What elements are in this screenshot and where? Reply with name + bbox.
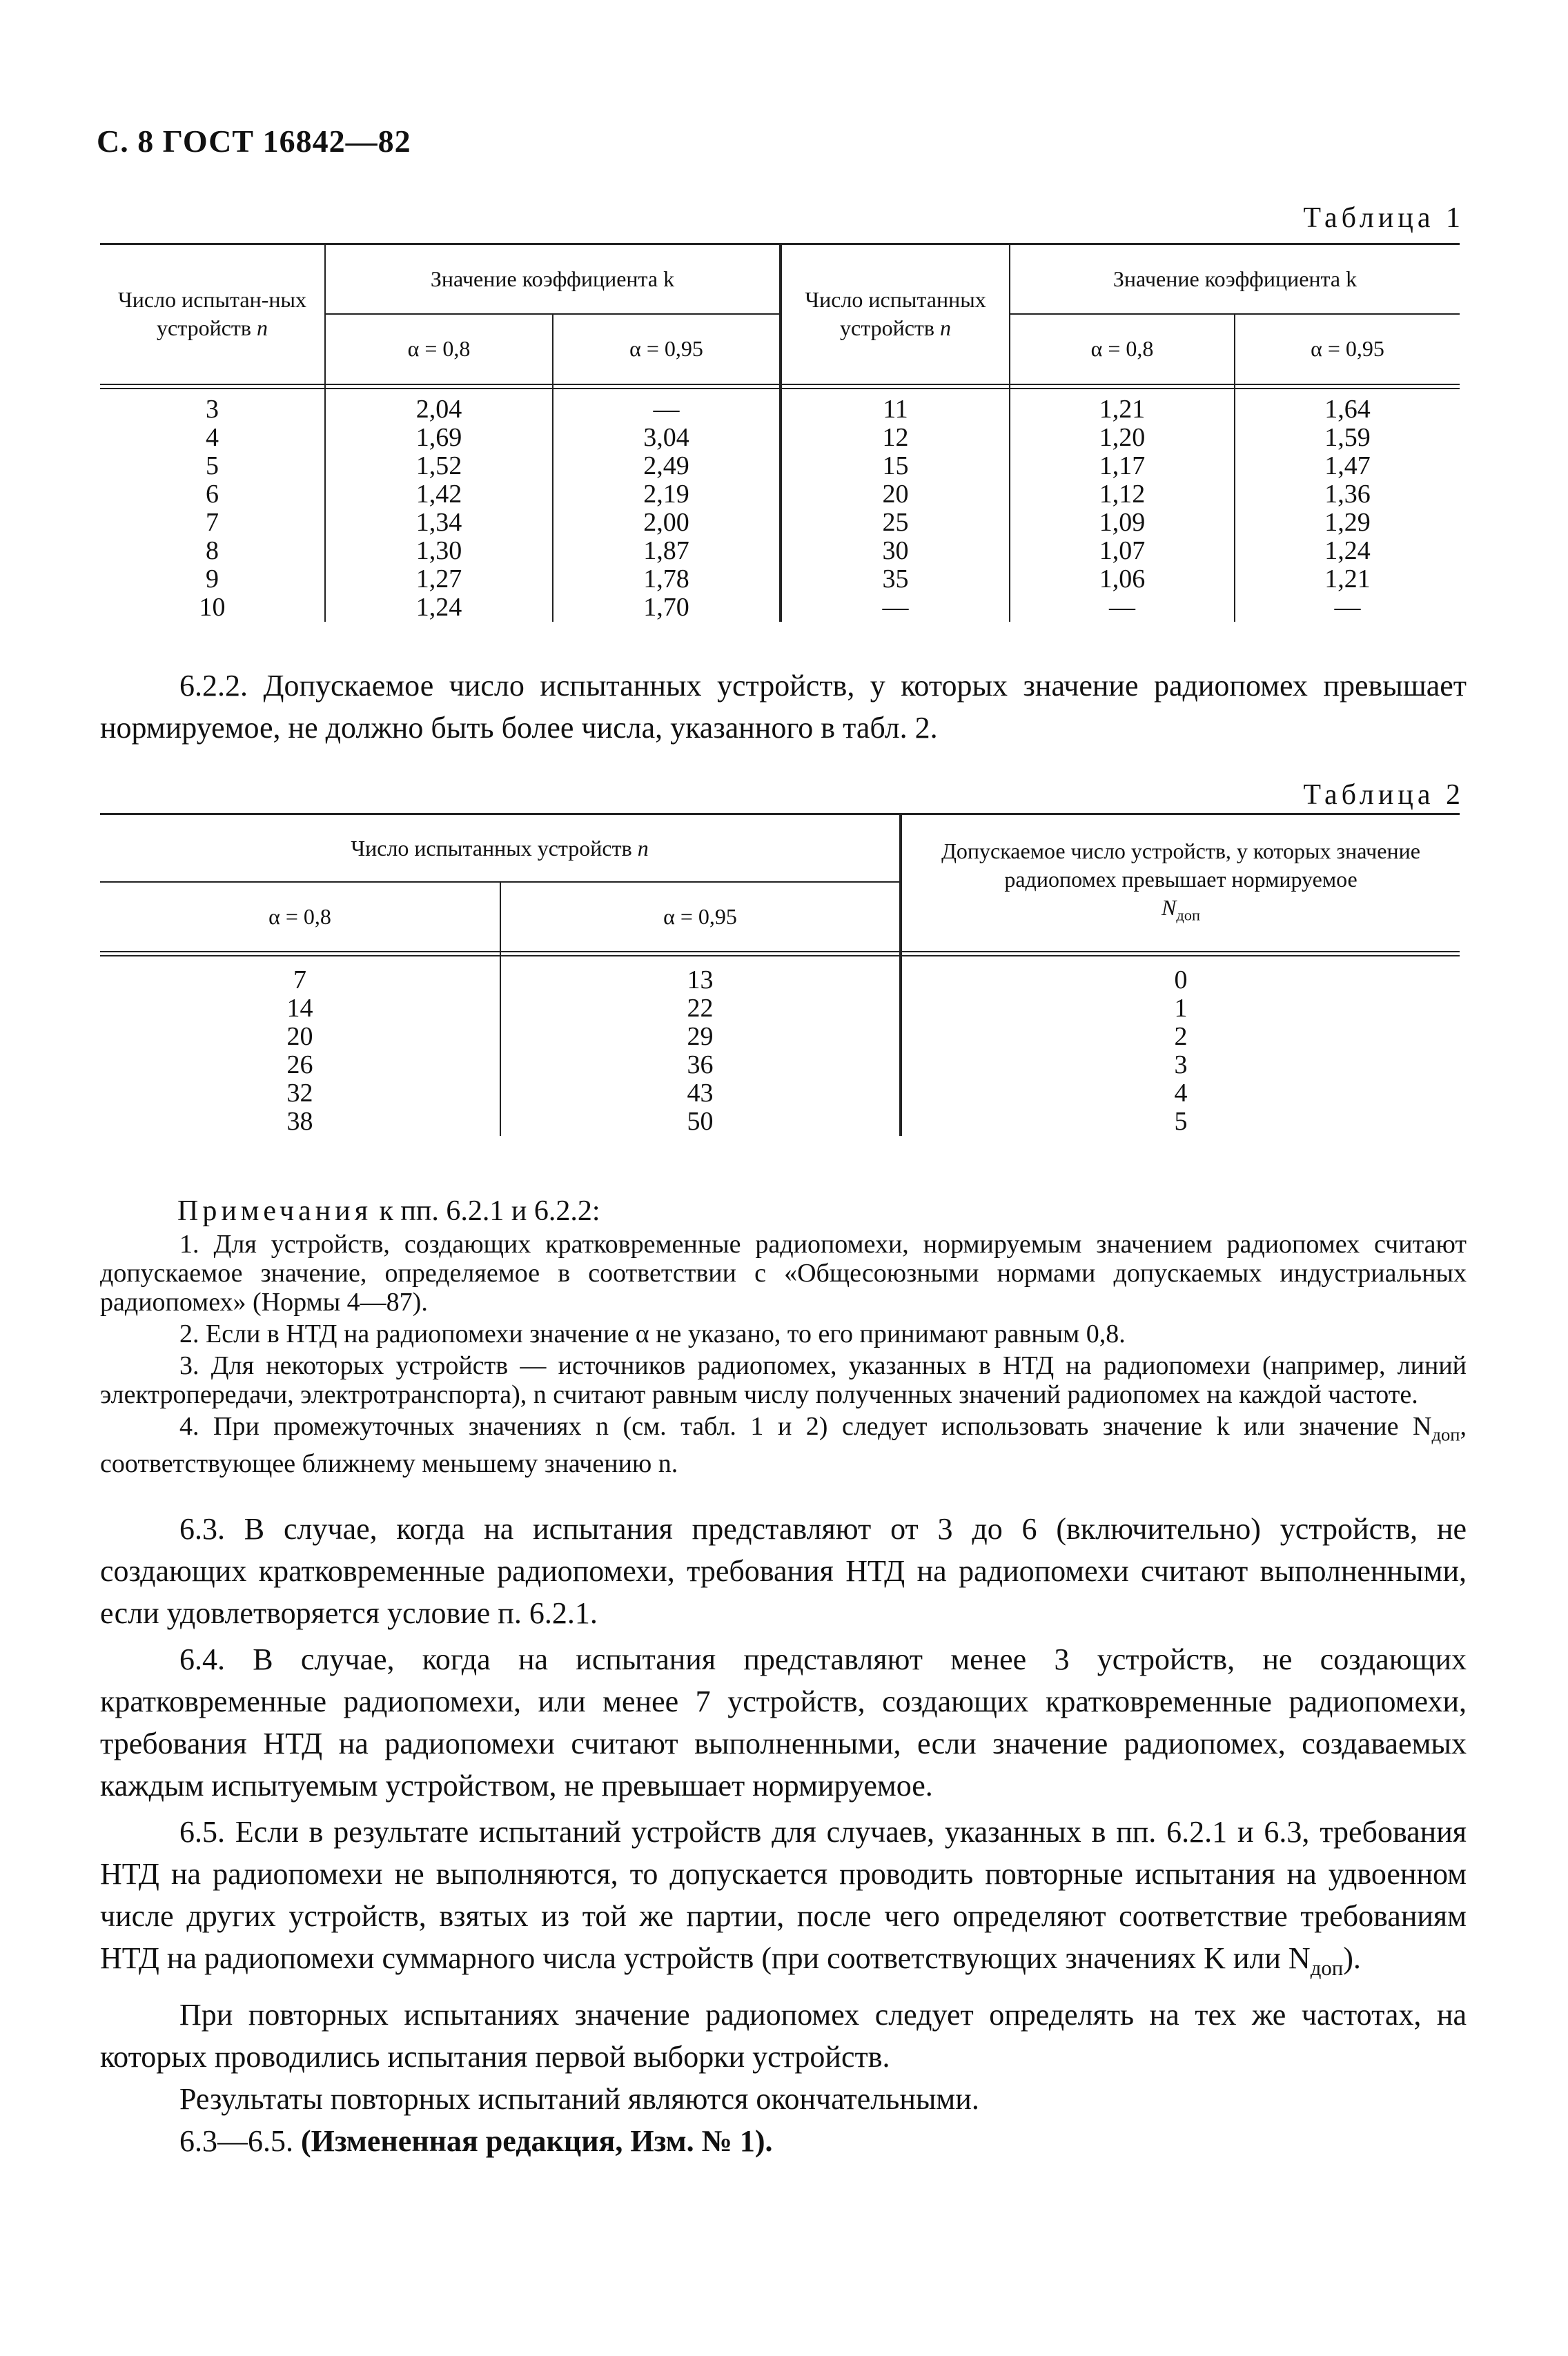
table2-header-ndop-text: Допускаемое число устройств, у которых значение радиопомех превышает нормируемое (941, 838, 1420, 892)
table1-cell: 5 (206, 451, 219, 480)
table1-alpha-095: α = 0,95 (553, 314, 781, 383)
table1-cell: 1,09 (1010, 509, 1235, 537)
table2-row (100, 1051, 1460, 1079)
table1-cell: 1,47 (1235, 452, 1460, 480)
note-4 (100, 1412, 1467, 1478)
table1-alpha-08: α = 0,8 (325, 314, 553, 383)
table2-cell: 43 (500, 1079, 901, 1108)
notes-block (100, 1194, 1467, 1478)
table1-cell: 4 (206, 423, 219, 452)
table1-row (100, 509, 1460, 537)
table2-alpha-08: α = 0,8 (268, 904, 331, 929)
table1-cell: 12 (781, 424, 1010, 452)
table1-cell: 1,24 (325, 593, 553, 622)
table1-cell: 1,42 (325, 480, 553, 509)
table1-cell: 25 (781, 509, 1010, 537)
table1-cell: 1,29 (1235, 509, 1460, 537)
table2-header-ndop (901, 815, 1460, 951)
note-4-text-end: , соответствующее ближнему меньшему значению n. (100, 1412, 1467, 1478)
table2-body (100, 951, 1460, 1136)
table1-body (100, 383, 1460, 622)
table1-cell: 1,12 (1010, 480, 1235, 509)
note-4-subscript: доп (1431, 1424, 1460, 1445)
table1-cell: 30 (781, 537, 1010, 565)
table1-cell: 1,87 (553, 537, 781, 565)
paragraph-edition (100, 2120, 1467, 2162)
table2-cell: 5 (901, 1108, 1460, 1136)
table1-cell: 1,24 (1235, 537, 1460, 565)
table1-cell: 2,19 (553, 480, 781, 509)
paragraph-6-2-2: 6.2.2. Допускаемое число испытанных устройств, у которых значение радиопомех превышает нормируемое, не должно быть более числа, указанного в табл. 2. (100, 669, 1467, 745)
table2-row (100, 1023, 1460, 1051)
table1-cell: 35 (781, 565, 1010, 593)
table1-header-k: Значение коэффициента k (325, 245, 781, 314)
table2-cell: 2 (901, 1023, 1460, 1051)
table1-alpha-095-b: α = 0,95 (1235, 314, 1460, 383)
table2-cell: 36 (500, 1051, 901, 1079)
edition-ref: 6.3—6.5. (179, 2123, 301, 2158)
table1-cell: 7 (206, 508, 219, 537)
paragraph-6-5-subscript: доп (1310, 1956, 1344, 1980)
table1-cell: — (1235, 593, 1460, 622)
table2-cell: 26 (286, 1050, 313, 1079)
table2-cell: 3 (901, 1051, 1460, 1079)
note-1: 1. Для устройств, создающих кратковременные радиопомехи, нормируемым значением радиопомех считают допускаемое значение, определяемое в соответствии с «Общесоюзными нормами допускаемых индустриальных радиопомех» (Нормы 4—87). (100, 1230, 1467, 1317)
table2-cell: 50 (500, 1108, 901, 1136)
note-3: 3. Для некоторых устройств — источников радиопомех, указанных в НТД на радиопомехи (например, линий электропередачи, электротранспорта), n считают равным числу полученных значений радиопомех на каждой частоте. (100, 1351, 1467, 1409)
paragraph-final: Результаты повторных испытаний являются окончательными. (179, 2081, 979, 2116)
table1-cell: 1,69 (325, 424, 553, 452)
table2-cell: 38 (286, 1107, 313, 1136)
table1-cell: 1,36 (1235, 480, 1460, 509)
paragraph-6-5-end: ). (1343, 1941, 1361, 1975)
table2-row (100, 1108, 1460, 1136)
table1-cell: 1,64 (1235, 383, 1460, 424)
table1-cell: — (1010, 593, 1235, 622)
table2-cell: 22 (500, 994, 901, 1023)
table1-cell: 10 (199, 593, 226, 622)
table2 (100, 815, 1460, 1136)
table1-cell: — (781, 593, 1010, 622)
table1-cell: 1,21 (1010, 383, 1235, 424)
table1-row (100, 480, 1460, 509)
table1-cell: 1,78 (553, 565, 781, 593)
table1 (100, 245, 1460, 622)
table1-cell: 1,27 (325, 565, 553, 593)
table2-alpha-095: α = 0,95 (500, 882, 901, 951)
table1-cell: 11 (781, 383, 1010, 424)
table2-cell: 4 (901, 1079, 1460, 1108)
table1-row (100, 424, 1460, 452)
table2-row (100, 1079, 1460, 1108)
table1-cell: 8 (206, 536, 219, 565)
note-2: 2. Если в НТД на радиопомехи значение α не указано, то его принимают равным 0,8. (179, 1319, 1126, 1348)
table1-row (100, 537, 1460, 565)
table1-cell: — (553, 383, 781, 424)
table1-cell: 1,17 (1010, 452, 1235, 480)
notes-title-word: Примечания (177, 1195, 373, 1227)
table2-cell: 32 (286, 1079, 313, 1108)
table1-cell: 1,52 (325, 452, 553, 480)
table1-cell: 15 (781, 452, 1010, 480)
page-header: С. 8 ГОСТ 16842—82 (97, 124, 411, 159)
table1-cell: 1,30 (325, 537, 553, 565)
table1-cell: 2,49 (553, 452, 781, 480)
table1-cell: 2,04 (325, 383, 553, 424)
table2-cell: 0 (901, 951, 1460, 994)
table2-cell: 29 (500, 1023, 901, 1051)
table1-cell: 3 (206, 395, 219, 424)
table1-cell: 2,00 (553, 509, 781, 537)
table1-alpha-08-b: α = 0,8 (1010, 314, 1235, 383)
note-4-text: 4. При промежуточных значениях n (см. табл. 1 и 2) следует использовать значение k или значение N (179, 1412, 1432, 1441)
table1-caption: Таблица 1 (1303, 202, 1464, 234)
table1-header-n: Число испытан-ных устройств n (117, 287, 307, 340)
table1-header-n2: Число испытанных устройств n (781, 245, 1010, 383)
paragraph-6-5 (100, 1811, 1467, 1990)
table1-cell: 1,34 (325, 509, 553, 537)
table2-row (100, 994, 1460, 1023)
table2-row (100, 951, 1460, 994)
table1-row (100, 565, 1460, 593)
table2-cell: 13 (500, 951, 901, 994)
ndop-subscript: доп (1176, 906, 1200, 924)
table1-cell: 1,59 (1235, 424, 1460, 452)
table2-cell: 1 (901, 994, 1460, 1023)
paragraph-6-4: 6.4. В случае, когда на испытания представляют менее 3 устройств, не создающих кратковременные радиопомехи, или менее 7 устройств, создающих кратковременные радиопомехи, требования НТД на радиопомехи считают выполненными, если значение радиопомех, создаваемых каждым испытуемым устройством, не превышает нормируемое. (100, 1642, 1467, 1803)
table1-cell: 6 (206, 480, 219, 509)
table1-cell: 3,04 (553, 424, 781, 452)
paragraph-repeat: При повторных испытаниях значение радиопомех следует определять на тех же частотах, на которых проводились испытания первой выборки устройств. (100, 1997, 1467, 2074)
table2-cell: 14 (286, 994, 313, 1023)
notes-title (100, 1194, 1467, 1228)
table1-cell: 1,70 (553, 593, 781, 622)
paragraph-6-5-text: 6.5. Если в результате испытаний устройств для случаев, указанных в пп. 6.2.1 и 6.3, требования НТД на радиопомехи не выполняются, то допускается проводить повторные испытания на удвоенном числе других устройств, взятых из той же партии, после чего определяют соответствие требованиям НТД на радиопомехи суммарного числа устройств (при соответствующих значениях K или N (100, 1815, 1467, 1975)
main-text (100, 1508, 1467, 2162)
table1-cell: 20 (781, 480, 1010, 509)
edition-note: (Измененная редакция, Изм. № 1). (301, 2123, 773, 2158)
table1-cell: 9 (206, 565, 219, 593)
table2-cell: 7 (293, 965, 306, 994)
table2-caption: Таблица 2 (1303, 779, 1464, 811)
table2-header-n: Число испытанных устройств n (100, 815, 901, 882)
ndop-symbol: N (1162, 894, 1177, 920)
table1-row (100, 452, 1460, 480)
table1-cell: 1,20 (1010, 424, 1235, 452)
table1-row (100, 593, 1460, 622)
table2-cell: 20 (286, 1022, 313, 1051)
table1-cell: 1,21 (1235, 565, 1460, 593)
table1-cell: 1,07 (1010, 537, 1235, 565)
paragraph-6-3: 6.3. В случае, когда на испытания представляют от 3 до 6 (включительно) устройств, не создающих кратковременные радиопомехи, требования НТД на радиопомехи считают выполненными, если удовлетворяется условие п. 6.2.1. (100, 1512, 1467, 1630)
notes-title-rest: к пп. 6.2.1 и 6.2.2: (372, 1195, 600, 1227)
table1-header-k2: Значение коэффициента k (1010, 245, 1460, 314)
table1-cell: 1,06 (1010, 565, 1235, 593)
